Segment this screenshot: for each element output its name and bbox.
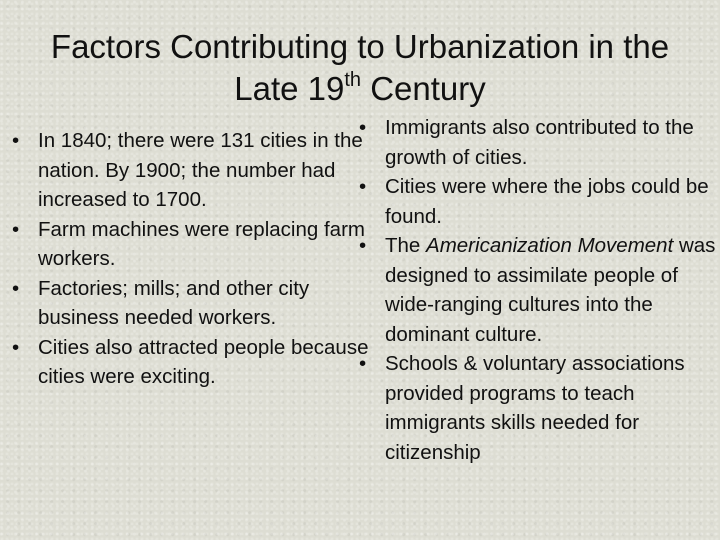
bullet-icon: • [12,217,20,241]
left-bullet-list [0,126,370,392]
list-item: • Cities also attracted people because cities were exciting. [0,333,370,392]
bullet-icon: • [359,352,367,375]
title-text: Factors Contributing to Urbanization in the Late 19 [50,28,670,107]
list-item: • Schools & voluntary associations provided programs to teach immigrants skills needed for citizenship [347,349,717,467]
bullet-icon: • [12,129,20,152]
list-item: • Immigrants also contributed to the growth of cities. [347,113,717,172]
americanization-movement-term: Americanization Movement [426,234,674,257]
list-item: • Factories; mills; and other city business needed workers. [0,274,370,333]
title-superscript: th [344,69,362,91]
right-bullet-list [347,113,717,467]
bullet-icon: • [359,116,367,139]
list-item: • Farm machines were replacing farm workers. [0,215,370,274]
list-item: • Cities were where the jobs could be found. [347,172,717,231]
slide-title [30,26,690,110]
bullet-icon: • [12,276,20,300]
bullet-icon: • [12,335,20,359]
list-item: • The Americanization Movement was designed to assimilate people of wide-ranging cultures into the dominant culture. [347,231,717,349]
bullet-icon: • [359,234,367,257]
title-text-end: Century [361,70,486,107]
bullet-icon: • [359,175,367,198]
list-item: • In 1840; there were 131 cities in the nation. By 1900; the number had increased to 1700. [0,126,370,215]
